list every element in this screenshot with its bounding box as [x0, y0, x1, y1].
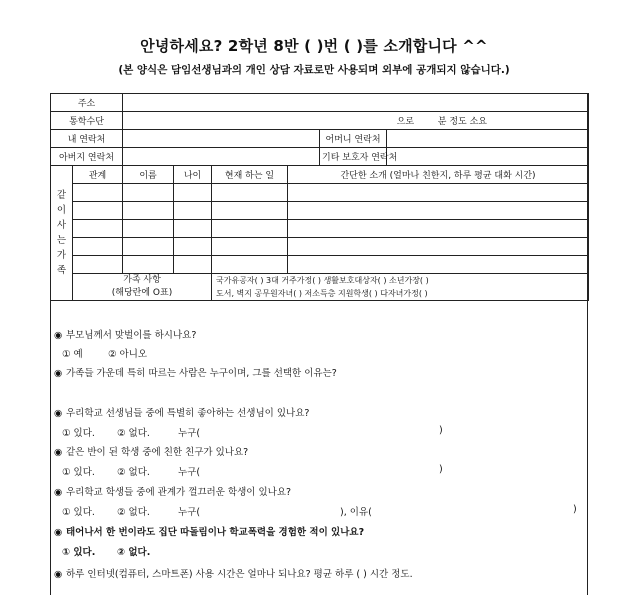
q3-who-label: 누구( [178, 428, 201, 439]
address-field[interactable] [123, 94, 589, 112]
my-contact-label: 내 연락처 [51, 130, 123, 148]
family-col-name: 이름 [123, 166, 174, 184]
commute-time-text: 분 정도 소요 [437, 117, 487, 127]
father-contact-row [51, 148, 589, 166]
question-favorite-teacher: ◉ 우리학교 선생님들 중에 특별히 좋아하는 선생님이 있나요? [54, 408, 310, 419]
question-uncomfortable-student: ◉ 우리학교 학생들 중에 관계가 껄끄러운 학생이 있나요? [54, 487, 292, 498]
guardian-contact-field[interactable] [387, 148, 589, 166]
family-status-options[interactable]: 국가유공자( ) 3대 거주가정( ) 생활보호대상자( ) 소년가장( ) 도서, 벽지 공무원자녀( ) 저소득층 지원학생( ) 다자녀가정( ) [212, 274, 589, 301]
family-status-label: 가족 사항 (해당란에 O표) [73, 274, 212, 301]
my-contact-row [51, 130, 589, 148]
family-row [51, 220, 589, 238]
q4-option-yes[interactable]: ① 있다. [62, 467, 95, 478]
question-dual-income: ◉ 부모님께서 맞벌이를 하시나요? [54, 330, 197, 341]
family-col-job: 현재 하는 일 [212, 166, 288, 184]
father-contact-label: 아버지 연락처 [51, 148, 123, 166]
q5-option-yes[interactable]: ① 있다. [62, 507, 95, 518]
q4-who-label: 누구( [178, 467, 201, 478]
question-bullying: ◉ 태어나서 한 번이라도 집단 따돌림이나 학교폭력을 경험한 적이 있나요? [54, 527, 365, 538]
student-info-table [50, 93, 589, 301]
guardian-contact-label: 기타 보호자 연락처 [320, 148, 387, 166]
family-row [51, 202, 589, 220]
father-contact-field[interactable] [123, 148, 320, 166]
q5-option-no[interactable]: ② 없다. [117, 507, 150, 518]
mother-contact-label: 어머니 연락처 [320, 130, 387, 148]
question-favorite-family: ◉ 가족들 가운데 특히 따르는 사람은 누구이며, 그를 선택한 이유는? [54, 368, 337, 379]
q5-reason-close: ) [573, 504, 577, 515]
question-close-friend: ◉ 같은 반이 된 학생 중에 친한 친구가 있나요? [54, 447, 249, 458]
family-row [51, 184, 589, 202]
commute-by-text: 으로 [396, 117, 415, 127]
family-status-row [51, 274, 589, 301]
q1-option-no[interactable]: ② 아니오 [108, 349, 148, 360]
page-title: 안녕하세요? 2학년 8반 ( )번 ( )를 소개합니다 ^^ [140, 37, 488, 55]
address-row [51, 94, 589, 112]
q3-who-close: ) [439, 425, 443, 436]
q5-who-label: 누구( [178, 507, 201, 518]
q6-option-no[interactable]: ② 없다. [117, 547, 151, 558]
q6-option-yes[interactable]: ① 있다. [62, 547, 96, 558]
family-col-relation: 관계 [73, 166, 123, 184]
family-row [51, 238, 589, 256]
question-internet-usage: ◉ 하루 인터넷(컴퓨터, 스마트폰) 사용 시간은 얼마나 되나요? 평균 하루 ( ) 시간 정도. [54, 569, 413, 580]
family-col-age: 나이 [174, 166, 212, 184]
q5-reason-label: ), 이유( [340, 507, 372, 518]
q4-who-close: ) [439, 464, 443, 475]
family-col-intro: 간단한 소개 (얼마나 친한지, 하루 평균 대화 시간) [288, 166, 589, 184]
family-row [51, 256, 589, 274]
page-subtitle: (본 양식은 담임선생님과의 개인 상담 자료로만 사용되며 외부에 공개되지 않습니다.) [118, 64, 510, 76]
q4-option-no[interactable]: ② 없다. [117, 467, 150, 478]
q1-option-yes[interactable]: ① 예 [62, 349, 83, 360]
q3-option-yes[interactable]: ① 있다. [62, 428, 95, 439]
address-label: 주소 [51, 94, 123, 112]
q3-option-no[interactable]: ② 없다. [117, 428, 150, 439]
family-header-row [51, 166, 589, 184]
commute-field[interactable] [123, 112, 589, 130]
my-contact-field[interactable] [123, 130, 320, 148]
mother-contact-field[interactable] [387, 130, 589, 148]
commute-row [51, 112, 589, 130]
family-side-label: 같 이 사 는 가 족 [51, 166, 73, 301]
commute-label: 통학수단 [51, 112, 123, 130]
